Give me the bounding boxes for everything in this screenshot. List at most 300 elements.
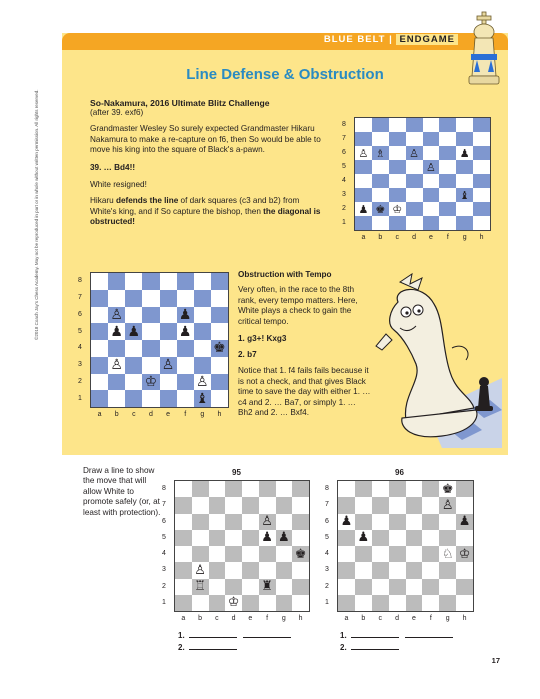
square-a4: [338, 546, 355, 562]
square-a7: [175, 497, 192, 513]
square-c3: [125, 357, 142, 374]
square-d6: [142, 307, 159, 324]
square-g7: [276, 497, 293, 513]
file-label: c: [378, 615, 382, 622]
square-c5: [209, 530, 226, 546]
square-d2: ♔: [142, 374, 159, 391]
square-h2: [456, 579, 473, 595]
square-c7: [125, 290, 142, 307]
square-c2: [125, 374, 142, 391]
square-a5: [175, 530, 192, 546]
square-b6: [192, 514, 209, 530]
file-label: d: [148, 411, 153, 418]
square-e5: [242, 530, 259, 546]
square-h8: [292, 481, 309, 497]
page-title: Line Defense & Obstruction: [186, 66, 384, 83]
square-c3: [389, 188, 406, 202]
square-a1: [355, 216, 372, 230]
page-number: 17: [491, 656, 500, 665]
rank-label: 8: [78, 277, 82, 285]
file-label: c: [132, 411, 136, 418]
rank-label: 2: [162, 582, 166, 590]
square-e2: [242, 579, 259, 595]
rank-label: 5: [325, 533, 329, 541]
square-d4: [406, 174, 423, 188]
square-c6: [372, 514, 389, 530]
square-f1: [259, 595, 276, 611]
square-a8: [175, 481, 192, 497]
rank-label: 5: [162, 533, 166, 541]
game1-result: White resigned!: [90, 180, 147, 189]
square-e1: [406, 595, 423, 611]
square-g2: ♙: [194, 374, 211, 391]
square-e8: [160, 273, 177, 290]
square-c4: [209, 546, 226, 562]
square-e1: [242, 595, 259, 611]
square-g3: [439, 562, 456, 578]
square-d2: [389, 579, 406, 595]
square-f8: [422, 481, 439, 497]
square-e3: [242, 562, 259, 578]
square-b1: [192, 595, 209, 611]
square-g7: [194, 290, 211, 307]
file-label: c: [215, 615, 219, 622]
file-label: d: [395, 615, 400, 622]
square-a7: [355, 132, 372, 146]
answer-95-line-2[interactable]: 2.: [178, 643, 237, 652]
file-label: g: [445, 615, 450, 622]
rank-label: 4: [325, 550, 329, 558]
game1-intro: Grandmaster Wesley So surely expected Grandmaster Hikaru Nakamura to make a re-capture on f6, then So would be able to move his king into the square of Black's a-pawn.: [90, 124, 321, 154]
rank-label: 8: [325, 485, 329, 493]
square-b2: [355, 579, 372, 595]
square-g1: ♝: [194, 390, 211, 407]
square-f4: [259, 546, 276, 562]
file-label: f: [429, 615, 432, 622]
square-c4: [372, 546, 389, 562]
rank-label: 7: [162, 501, 166, 509]
square-h3: [473, 188, 490, 202]
file-label: a: [97, 411, 102, 418]
square-f8: [259, 481, 276, 497]
square-g7: [456, 132, 473, 146]
square-b2: [108, 374, 125, 391]
square-d7: [225, 497, 242, 513]
rank-label: 4: [78, 344, 82, 352]
file-label: a: [361, 234, 366, 241]
rank-label: 6: [325, 517, 329, 525]
rank-label: 4: [342, 177, 346, 184]
square-f6: [439, 146, 456, 160]
square-d1: [389, 595, 406, 611]
square-d6: ♙: [406, 146, 423, 160]
square-g1: [456, 216, 473, 230]
square-g6: ♟: [456, 146, 473, 160]
square-g6: [194, 307, 211, 324]
rank-label: 2: [342, 205, 346, 212]
square-e3: ♙: [160, 357, 177, 374]
file-label: e: [166, 411, 171, 418]
square-d7: [389, 497, 406, 513]
square-b8: [192, 481, 209, 497]
rank-label: 6: [78, 310, 82, 318]
square-c8: [125, 273, 142, 290]
square-b8: [355, 481, 372, 497]
square-c8: [389, 118, 406, 132]
square-c3: [209, 562, 226, 578]
square-a7: [338, 497, 355, 513]
square-f6: ♟: [177, 307, 194, 324]
square-e5: [160, 323, 177, 340]
file-label: g: [462, 234, 467, 241]
rank-label: 3: [325, 566, 329, 574]
square-b8: [108, 273, 125, 290]
rank-label: 6: [342, 149, 346, 156]
square-e4: [242, 546, 259, 562]
square-f6: ♙: [259, 514, 276, 530]
game1-heading: So-Nakamura, 2016 Ultimate Blitz Challenge: [90, 98, 270, 108]
puzzle-95-number: 95: [232, 468, 241, 477]
file-label: a: [181, 615, 186, 622]
square-d6: [389, 514, 406, 530]
square-d7: [142, 290, 159, 307]
square-c6: [209, 514, 226, 530]
square-h1: [292, 595, 309, 611]
square-g8: ♚: [439, 481, 456, 497]
square-f1: [422, 595, 439, 611]
file-label: c: [395, 234, 399, 241]
square-b2: ♖: [192, 579, 209, 595]
square-c1: [125, 390, 142, 407]
square-h1: [456, 595, 473, 611]
square-e6: [406, 514, 423, 530]
square-b2: ♚: [372, 202, 389, 216]
rank-label: 7: [325, 501, 329, 509]
rank-label: 1: [162, 598, 166, 606]
game2-move-2: 2. b7: [238, 350, 257, 359]
square-h8: [456, 481, 473, 497]
square-d8: [225, 481, 242, 497]
square-b1: [108, 390, 125, 407]
square-f7: [259, 497, 276, 513]
file-label: g: [200, 411, 205, 418]
rank-label: 1: [342, 219, 346, 226]
square-b7: [372, 132, 389, 146]
square-c6: [389, 146, 406, 160]
square-f7: [422, 497, 439, 513]
square-b6: [355, 514, 372, 530]
copyright-notice: ©2018 Coach Jay's Chess Academy. May not be reproduced in part or in whole without written permission. All rights reserved.: [34, 89, 39, 340]
square-b4: [372, 174, 389, 188]
square-h8: [211, 273, 228, 290]
file-label: a: [344, 615, 349, 622]
file-label: f: [184, 411, 187, 418]
square-b1: [372, 216, 389, 230]
square-e7: [160, 290, 177, 307]
answer-96-line-1[interactable]: 1.: [340, 631, 453, 640]
square-h8: [473, 118, 490, 132]
square-a8: [338, 481, 355, 497]
square-e1: [423, 216, 440, 230]
answer-96-line-2[interactable]: 2.: [340, 643, 399, 652]
square-h2: [292, 579, 309, 595]
square-h6: [292, 514, 309, 530]
square-e6: [160, 307, 177, 324]
square-d3: [225, 562, 242, 578]
square-b5: ♟: [108, 323, 125, 340]
square-d8: [142, 273, 159, 290]
square-d6: [225, 514, 242, 530]
square-f5: [422, 530, 439, 546]
chessboard-obstruction-tempo: [90, 272, 229, 408]
file-label: e: [428, 234, 433, 241]
square-c6: [125, 307, 142, 324]
square-g4: [194, 340, 211, 357]
square-f1: [177, 390, 194, 407]
square-e7: [242, 497, 259, 513]
square-f3: [422, 562, 439, 578]
square-e3: [423, 188, 440, 202]
game1-move: 39. … Bd4!!: [90, 163, 136, 172]
square-f7: [177, 290, 194, 307]
square-a5: [91, 323, 108, 340]
square-b1: [355, 595, 372, 611]
cartoon-knight-illustration: [372, 268, 502, 448]
square-c2: ♔: [389, 202, 406, 216]
rank-label: 1: [78, 394, 82, 402]
file-label: b: [361, 615, 366, 622]
square-c1: [209, 595, 226, 611]
square-c7: [389, 132, 406, 146]
square-h4: ♚: [211, 340, 228, 357]
square-f2: ♜: [259, 579, 276, 595]
square-h6: [211, 307, 228, 324]
square-c5: [389, 160, 406, 174]
square-b7: [108, 290, 125, 307]
square-f3: [439, 188, 456, 202]
square-a8: [91, 273, 108, 290]
square-d2: [225, 579, 242, 595]
square-a4: [91, 340, 108, 357]
square-g6: [276, 514, 293, 530]
square-h5: [456, 530, 473, 546]
square-g2: [439, 579, 456, 595]
square-b7: [355, 497, 372, 513]
square-g4: [276, 546, 293, 562]
file-label: e: [411, 615, 416, 622]
square-h7: [456, 497, 473, 513]
square-a2: [91, 374, 108, 391]
square-a3: [175, 562, 192, 578]
square-a2: ♟: [355, 202, 372, 216]
file-label: f: [266, 615, 269, 622]
square-c5: [372, 530, 389, 546]
square-a6: ♟: [338, 514, 355, 530]
square-d1: [142, 390, 159, 407]
square-h3: [456, 562, 473, 578]
square-b4: [355, 546, 372, 562]
square-d3: [406, 188, 423, 202]
rank-label: 2: [78, 377, 82, 385]
square-b8: [372, 118, 389, 132]
square-f8: [177, 273, 194, 290]
square-f2: [439, 202, 456, 216]
square-e2: [406, 579, 423, 595]
square-c2: [372, 579, 389, 595]
square-h3: [292, 562, 309, 578]
square-g5: ♟: [276, 530, 293, 546]
rank-label: 8: [342, 121, 346, 128]
square-h4: [473, 174, 490, 188]
square-f1: [439, 216, 456, 230]
square-f5: ♟: [177, 323, 194, 340]
square-e1: [160, 390, 177, 407]
rank-label: 4: [162, 550, 166, 558]
square-c8: [372, 481, 389, 497]
square-a3: [338, 562, 355, 578]
square-g3: [276, 562, 293, 578]
square-d4: [142, 340, 159, 357]
game2-heading: Obstruction with Tempo: [238, 270, 332, 279]
file-label: h: [479, 234, 484, 241]
square-e4: [423, 174, 440, 188]
game1-explanation: Hikaru defends the line of dark squares (c3 and b2) from White's king, and if So capture the bishop, then the diagonal is obstructed!: [90, 196, 321, 226]
square-h3: [211, 357, 228, 374]
square-a5: [338, 530, 355, 546]
square-f8: [439, 118, 456, 132]
square-f3: [177, 357, 194, 374]
game1-subheading: (after 39. exf6): [90, 108, 144, 117]
square-d3: [389, 562, 406, 578]
square-c3: [372, 562, 389, 578]
square-b6: ♗: [372, 146, 389, 160]
square-e7: [423, 132, 440, 146]
square-e2: [160, 374, 177, 391]
square-c7: [372, 497, 389, 513]
file-label: g: [281, 615, 286, 622]
square-c1: [372, 595, 389, 611]
square-g3: [194, 357, 211, 374]
square-a2: [175, 579, 192, 595]
file-label: b: [114, 411, 119, 418]
square-c7: [209, 497, 226, 513]
rank-label: 2: [325, 582, 329, 590]
square-f4: [439, 174, 456, 188]
square-h6: [473, 146, 490, 160]
rank-label: 3: [342, 191, 346, 198]
square-d4: [225, 546, 242, 562]
square-g5: [439, 530, 456, 546]
square-g4: [456, 174, 473, 188]
square-f2: [177, 374, 194, 391]
square-a4: [355, 174, 372, 188]
square-a6: [175, 514, 192, 530]
file-label: e: [248, 615, 253, 622]
square-h1: [211, 390, 228, 407]
square-g5: [456, 160, 473, 174]
square-b5: [192, 530, 209, 546]
square-d8: [406, 118, 423, 132]
square-e8: [423, 118, 440, 132]
rank-label: 7: [78, 294, 82, 302]
square-g1: [276, 595, 293, 611]
square-e4: [406, 546, 423, 562]
square-g1: [439, 595, 456, 611]
square-h5: [292, 530, 309, 546]
square-f4: [177, 340, 194, 357]
rank-label: 7: [342, 135, 346, 142]
square-d3: [142, 357, 159, 374]
square-f6: [422, 514, 439, 530]
square-d5: [406, 160, 423, 174]
square-h4: ♔: [456, 546, 473, 562]
square-h2: [473, 202, 490, 216]
square-b3: [372, 188, 389, 202]
square-h7: [292, 497, 309, 513]
square-g2: [276, 579, 293, 595]
square-c2: [209, 579, 226, 595]
square-g3: ♝: [456, 188, 473, 202]
square-h7: [473, 132, 490, 146]
square-e8: [242, 481, 259, 497]
rank-label: 1: [325, 598, 329, 606]
square-c5: ♟: [125, 323, 142, 340]
square-e7: [406, 497, 423, 513]
square-g8: [194, 273, 211, 290]
square-f7: [439, 132, 456, 146]
square-g2: [456, 202, 473, 216]
square-b6: ♙: [108, 307, 125, 324]
square-e8: [406, 481, 423, 497]
chessboard-puzzle-95: [174, 480, 310, 612]
game2-move-1: 1. g3+! Kxg3: [238, 334, 287, 343]
game2-intro: Very often, in the race to the 8th rank, every tempo matters. Here, White plays a check to gain the critical tempo.: [238, 285, 358, 326]
square-a1: [338, 595, 355, 611]
square-a2: [338, 579, 355, 595]
game2-notice: Notice that 1. f4 fails fails because it is not a check, and that gives Black time to save the day with either 1. … c4 and 2. … Ba7, or simply 1. … Bh2 and 2. … Bxf4.: [238, 366, 371, 417]
square-a7: [91, 290, 108, 307]
square-g8: [456, 118, 473, 132]
square-a3: [355, 188, 372, 202]
rank-label: 5: [342, 163, 346, 170]
square-b7: [192, 497, 209, 513]
square-e2: [423, 202, 440, 216]
square-d4: [389, 546, 406, 562]
square-a1: [175, 595, 192, 611]
square-h6: ♟: [456, 514, 473, 530]
square-h5: [473, 160, 490, 174]
file-label: h: [462, 615, 467, 622]
square-c8: [209, 481, 226, 497]
chessboard-puzzle-96: [337, 480, 474, 612]
square-f5: [439, 160, 456, 174]
square-h1: [473, 216, 490, 230]
square-a1: [91, 390, 108, 407]
square-c4: [125, 340, 142, 357]
exercise-instructions: Draw a line to show the move that will allow White to promote safely (or, at least with protection).: [83, 466, 161, 517]
rank-label: 5: [78, 327, 82, 335]
square-g7: ♙: [439, 497, 456, 513]
square-e5: ♙: [423, 160, 440, 174]
square-h5: [211, 323, 228, 340]
answer-95-line-1[interactable]: 1.: [178, 631, 291, 640]
square-b3: [355, 562, 372, 578]
square-b4: [108, 340, 125, 357]
file-label: d: [231, 615, 236, 622]
chessboard-so-nakamura: [354, 117, 491, 231]
square-f5: ♟: [259, 530, 276, 546]
file-label: h: [217, 411, 222, 418]
